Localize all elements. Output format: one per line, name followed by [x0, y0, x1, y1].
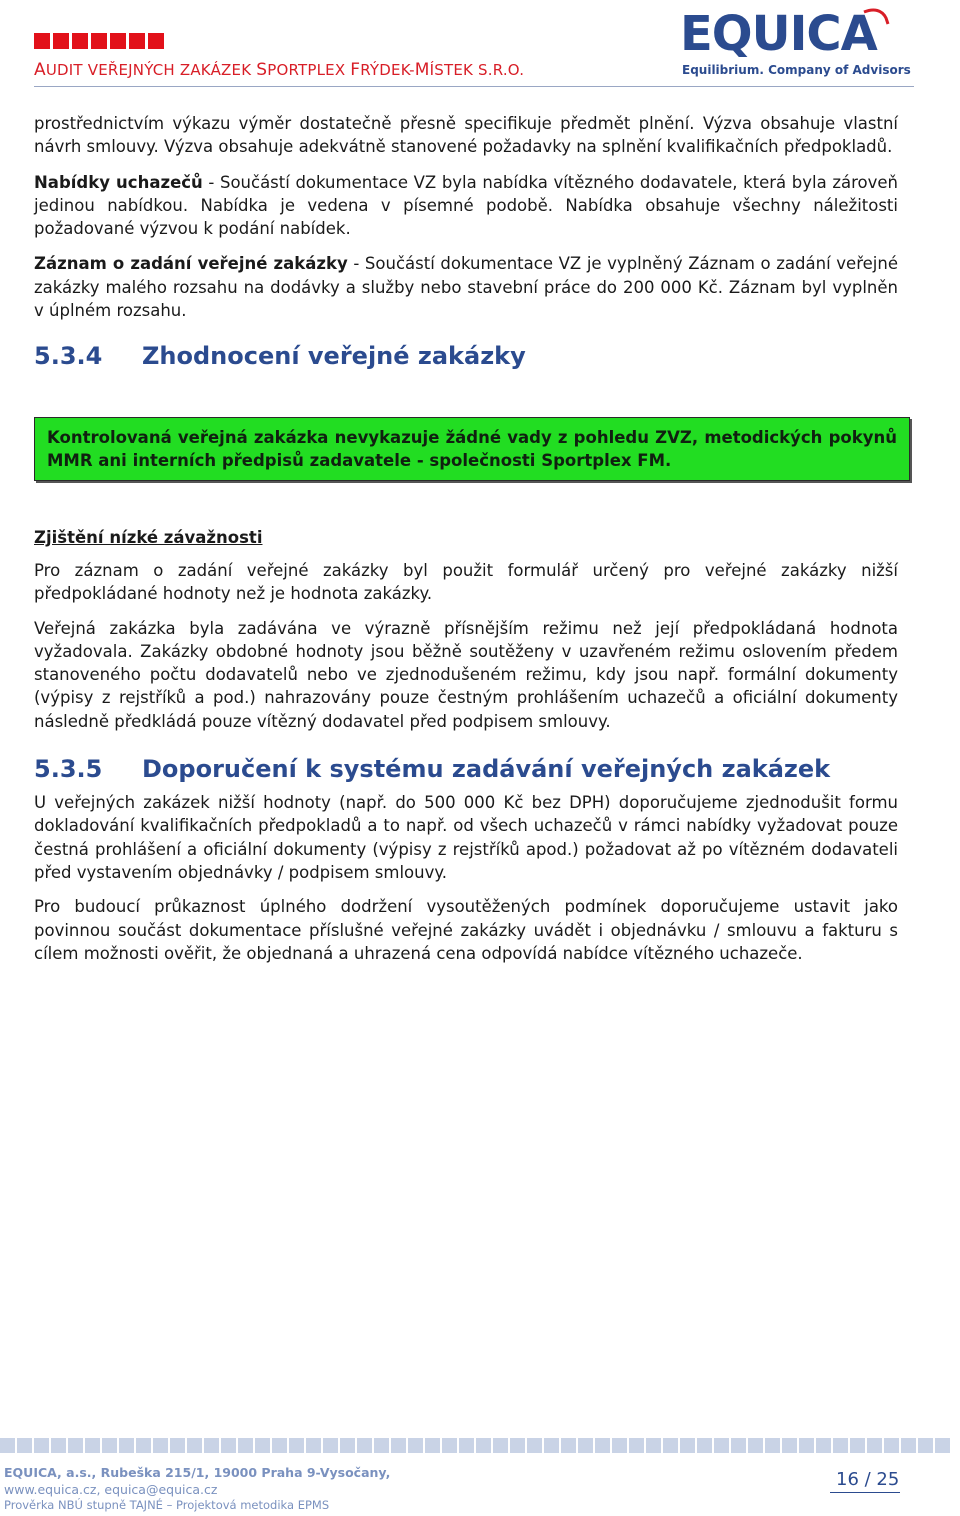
footer-certification: Prověrka NBÚ stupně TAJNÉ – Projektová metodika EPMS: [4, 1498, 330, 1512]
decor-square: [136, 1438, 151, 1453]
header-divider: [34, 86, 914, 87]
decor-square: [272, 1438, 287, 1453]
decor-square: [595, 1438, 610, 1453]
footer-web: www.equica.cz, equica@equica.cz: [4, 1482, 218, 1497]
footer-decor-squares: [0, 1438, 950, 1453]
decor-square: [170, 1438, 185, 1453]
section-heading-535: 5.3.5 Doporučení k systému zadávání veřejných zakázek: [34, 755, 831, 784]
decor-square: [935, 1438, 950, 1453]
decor-square: [110, 33, 126, 49]
decor-square: [340, 1438, 355, 1453]
decor-square: [221, 1438, 236, 1453]
decor-square: [323, 1438, 338, 1453]
decor-square: [527, 1438, 542, 1453]
decor-square: [204, 1438, 219, 1453]
decor-square: [289, 1438, 304, 1453]
decor-square: [799, 1438, 814, 1453]
decor-square: [816, 1438, 831, 1453]
logo-tagline: Equilibrium. Company of Advisors: [682, 63, 911, 77]
decor-square: [129, 33, 145, 49]
decor-square: [153, 1438, 168, 1453]
decor-square: [187, 1438, 202, 1453]
decor-square: [544, 1438, 559, 1453]
decor-square: [833, 1438, 848, 1453]
page-content-lower: [34, 528, 898, 965]
header-title: AUDIT VEŘEJNÝCH ZAKÁZEK SPORTPLEX FRÝDEK-MÍSTEK S.R.O.: [34, 60, 525, 80]
decor-square: [459, 1438, 474, 1453]
decor-square: [34, 1438, 49, 1453]
decor-square: [748, 1438, 763, 1453]
paragraph: Pro záznam o zadání veřejné zakázky byl použit formulář určený pro veřejné zakázky nižší předpokládané hodnoty než je hodnota zakázky.: [34, 561, 898, 604]
decor-square: [72, 33, 88, 49]
decor-square: [53, 33, 69, 49]
decor-square: [306, 1438, 321, 1453]
decor-square: [884, 1438, 899, 1453]
paragraph: Pro budoucí průkaznost úplného dodržení vysoutěžených podmínek doporučujeme ustavit jako povinnou součást dokumentace příslušné veřejné zakázky uvádět i objednávku / smlouvu a fakturu s cílem možnosti ověřit, že objednaná a uhrazená cena odpovídá nabídce vítězného uchazeče.: [34, 897, 898, 963]
decor-square: [680, 1438, 695, 1453]
conclusion-box: Kontrolovaná veřejná zakázka nevykazuje žádné vady z pohledu ZVZ, metodických pokynů MMR ani interních předpisů zadavatele - společnosti Sportplex FM.: [34, 417, 910, 481]
decor-square: [731, 1438, 746, 1453]
decor-square: [476, 1438, 491, 1453]
logo-word: EQUICA: [680, 6, 877, 62]
decor-square: [918, 1438, 933, 1453]
page-number-rule: [830, 1492, 900, 1493]
decor-square: [357, 1438, 372, 1453]
decor-square: [0, 1438, 15, 1453]
decor-square: [119, 1438, 134, 1453]
paragraph-record: Záznam o zadání veřejné zakázky - Součástí dokumentace VZ je vyplněný Záznam o zadání veřejné zakázky malého rozsahu na dodávky a služby nebo stavební práce do 200 000 Kč. Záznam byl vyplněn v úplném rozsahu.: [34, 254, 898, 321]
header-decor-squares: [34, 33, 164, 49]
paragraph: U veřejných zakázek nižší hodnoty (např. do 500 000 Kč bez DPH) doporučujeme zjednodušit formu dokladování kvalifikačních předpokladů a to např. od všech uchazečů v rámci nabídky vyžadovat pouze čestná prohlášení a oficiální dokumenty (výpisy z rejstříků apod.) požadovat až po vítězném dodavateli před vystavením objednávky / podpisem smlouvy.: [34, 793, 898, 882]
decor-square: [391, 1438, 406, 1453]
decor-square: [561, 1438, 576, 1453]
decor-square: [510, 1438, 525, 1453]
decor-square: [148, 33, 164, 49]
finding-subheading: Zjištění nízké závažnosti: [34, 528, 263, 547]
decor-square: [493, 1438, 508, 1453]
decor-square: [255, 1438, 270, 1453]
decor-square: [612, 1438, 627, 1453]
decor-square: [68, 1438, 83, 1453]
page-number: 16 / 25: [836, 1469, 900, 1490]
decor-square: [102, 1438, 117, 1453]
decor-square: [867, 1438, 882, 1453]
section-heading-534: 5.3.4 Zhodnocení veřejné zakázky: [34, 342, 526, 371]
decor-square: [91, 33, 107, 49]
page-content: [34, 112, 898, 372]
decor-square: [765, 1438, 780, 1453]
paragraph-offers: Nabídky uchazečů - Součástí dokumentace VZ byla nabídka vítězného dodavatele, která byla zároveň jedinou nabídkou. Nabídka je vedena v písemné podobě. Nabídka obsahuje všechny náležitosti požadované výzvou k podání nabídek.: [34, 172, 898, 239]
decor-square: [51, 1438, 66, 1453]
paragraph: prostřednictvím výkazu výměr dostatečně přesně specifikuje předmět plnění. Výzva obsahuje vlastní návrh smlouvy. Výzva obsahuje adekvátně stanovené požadavky na splnění kvalifikačních předpokladů.: [34, 114, 898, 157]
decor-square: [714, 1438, 729, 1453]
footer-address: EQUICA, a.s., Rubeška 215/1, 19000 Praha 9-Vysočany,: [4, 1465, 391, 1480]
decor-square: [34, 33, 50, 49]
decor-square: [578, 1438, 593, 1453]
decor-square: [663, 1438, 678, 1453]
decor-square: [629, 1438, 644, 1453]
paragraph: Veřejná zakázka byla zadávána ve výrazně přísnějším režimu než její předpokládaná hodnota vyžadovala. Zakázky obdobné hodnoty jsou běžně soutěženy v uzavřeném režimu oslovením předem stanoveného počtu dodavatelů nebo ve zjednodušeném režimu, kdy jsou např. formální dokumenty (výpisy z rejstříků a pod.) nahrazovány pouze čestným prohlášením uchazečů a oficiální dokumenty následně předkládá pouze vítězný dodavatel před podpisem smlouvy.: [34, 618, 898, 731]
decor-square: [901, 1438, 916, 1453]
decor-square: [374, 1438, 389, 1453]
decor-square: [238, 1438, 253, 1453]
decor-square: [850, 1438, 865, 1453]
decor-square: [782, 1438, 797, 1453]
decor-square: [408, 1438, 423, 1453]
decor-square: [17, 1438, 32, 1453]
equica-logo: [676, 6, 916, 80]
decor-square: [697, 1438, 712, 1453]
decor-square: [646, 1438, 661, 1453]
decor-square: [425, 1438, 440, 1453]
decor-square: [442, 1438, 457, 1453]
decor-square: [85, 1438, 100, 1453]
